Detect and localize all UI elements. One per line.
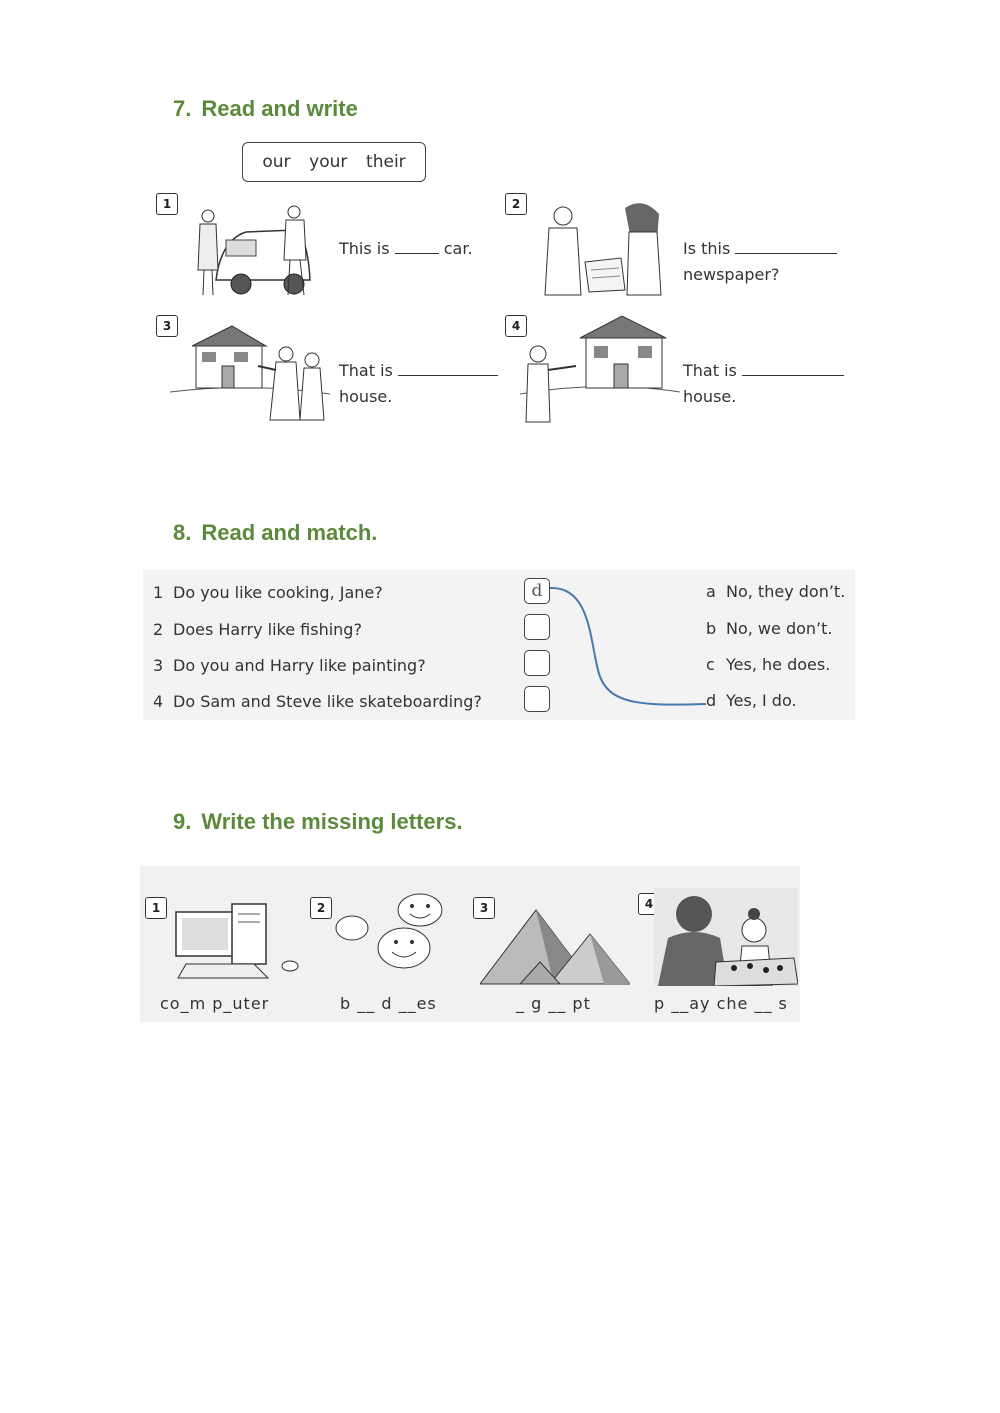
answer-d: d Yes, I do. xyxy=(706,691,797,710)
missing-letters-word: _ g __ pt xyxy=(516,994,591,1013)
couple-with-car-picture xyxy=(186,200,321,300)
section-9-heading: 9. Write the missing letters. xyxy=(173,809,463,834)
smiley-faces-picture xyxy=(330,888,450,978)
sentence-1: This is car. xyxy=(339,239,473,258)
item-number-box: 4 xyxy=(505,315,527,337)
answer-blank[interactable] xyxy=(735,237,837,254)
word-option: your xyxy=(309,152,348,172)
item-number-box: 1 xyxy=(156,193,178,215)
section-8-heading: 8. Read and match. xyxy=(173,520,378,545)
boy-pointing-at-house-picture xyxy=(520,314,680,424)
answer-blank[interactable] xyxy=(395,237,439,254)
item-number-box: 2 xyxy=(310,897,332,919)
answer-box[interactable] xyxy=(524,686,550,712)
question-4: 4 Do Sam and Steve like skateboarding? xyxy=(153,692,482,711)
chess-players-picture xyxy=(654,888,798,986)
sentence-3: That is house. xyxy=(339,358,509,410)
item-number-box: 3 xyxy=(473,897,495,919)
sentence-4: That is house. xyxy=(683,358,853,410)
pyramids-picture xyxy=(480,900,630,986)
missing-letters-word: p __ay che __ s xyxy=(654,994,788,1013)
answer-c: c Yes, he does. xyxy=(706,655,831,674)
section-7-heading: 7. Read and write xyxy=(173,96,358,121)
item-number-box: 4 xyxy=(638,893,660,915)
question-1: 1 Do you like cooking, Jane? xyxy=(153,583,383,602)
computer-picture xyxy=(168,898,303,982)
answer-b: b No, we don’t. xyxy=(706,619,833,638)
answer-box[interactable] xyxy=(524,614,550,640)
item-number-box: 2 xyxy=(505,193,527,215)
word-option: our xyxy=(262,152,291,172)
word-option: their xyxy=(366,152,406,172)
item-number-box: 1 xyxy=(145,897,167,919)
newspaper-exchange-picture xyxy=(535,200,670,300)
answer-a: a No, they don’t. xyxy=(706,582,846,601)
answer-blank[interactable] xyxy=(398,359,498,376)
missing-letters-word: b __ d __es xyxy=(340,994,437,1013)
sentence-2: Is this newspaper? xyxy=(683,236,853,288)
answer-box[interactable]: d xyxy=(524,578,550,604)
answer-blank[interactable] xyxy=(742,359,844,376)
missing-letters-word: co_m p_uter xyxy=(160,994,270,1013)
question-2: 2 Does Harry like fishing? xyxy=(153,620,362,639)
girls-pointing-at-house-picture xyxy=(170,320,330,424)
word-box xyxy=(242,142,426,182)
question-3: 3 Do you and Harry like painting? xyxy=(153,656,426,675)
item-number-box: 3 xyxy=(156,315,178,337)
answer-box[interactable] xyxy=(524,650,550,676)
